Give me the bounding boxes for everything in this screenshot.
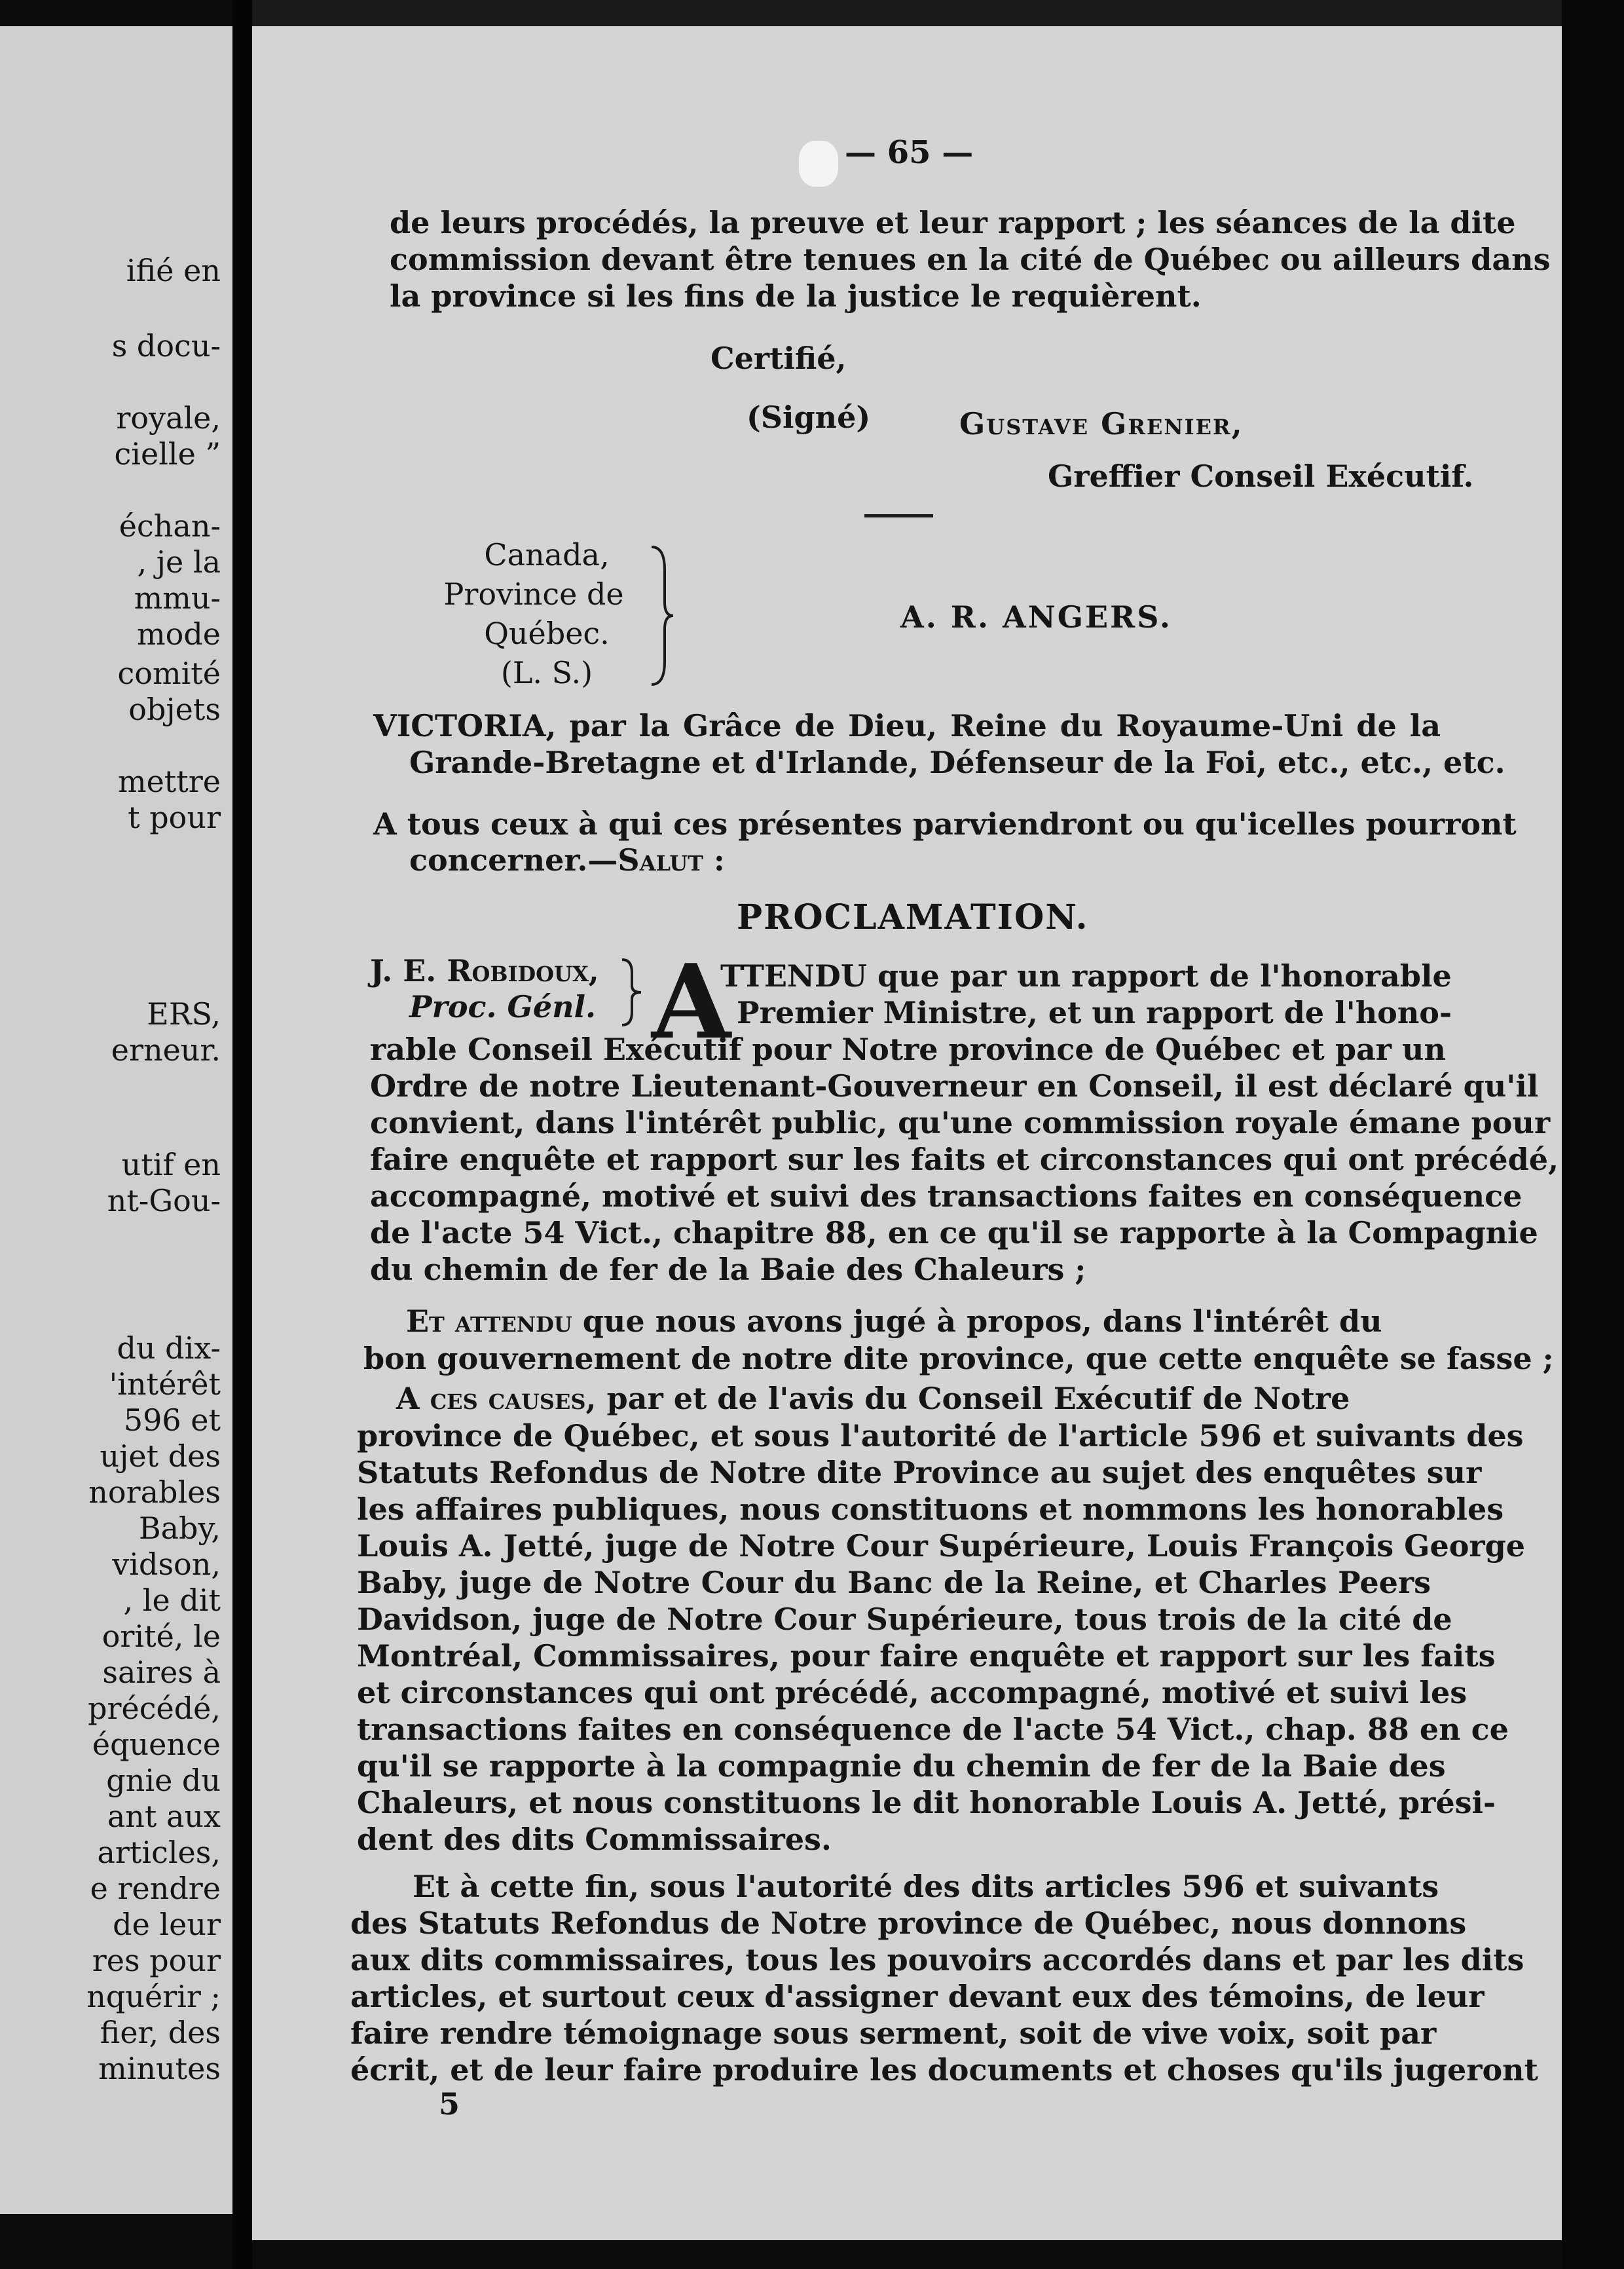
- attorney-brace: [619, 956, 645, 1028]
- left-page-fragment: articles,: [97, 1835, 221, 1870]
- right-scan-border: [1562, 0, 1624, 2269]
- body-line: de leurs procédés, la preuve et leur rapport ; les séances de la dite: [390, 205, 1516, 240]
- body-line: Et à cette fin, sous l'autorité des dits articles 596 et suivants: [413, 1869, 1439, 1904]
- left-page-fragment: ERS,: [147, 996, 221, 1032]
- body-line: écrit, et de leur faire produire les documents et choses qu'ils jugeront: [350, 2052, 1538, 2088]
- page-number: — 65 —: [845, 134, 974, 171]
- drop-cap: A: [652, 942, 731, 1062]
- seal-brace: [648, 544, 674, 688]
- body-line: Premier Ministre, et un rapport de l'hono-: [737, 995, 1452, 1030]
- left-page-fragment: vidson,: [112, 1547, 221, 1582]
- binding-gutter: [232, 0, 252, 2269]
- attorney-name: J. E. Robidoux,: [370, 953, 599, 988]
- certified-label: Certifié,: [710, 341, 847, 376]
- left-page-fragment: gnie du: [106, 1763, 221, 1798]
- signed-label: (Signé): [747, 400, 871, 435]
- body-line: Montréal, Commissaires, pour faire enquête et rapport sur les faits: [357, 1638, 1496, 1674]
- top-scan-border: [252, 0, 1562, 26]
- left-page-fragment: fier, des: [100, 2015, 221, 2050]
- body-line: la province si les fins de la justice le requièrent.: [390, 278, 1202, 314]
- separator-rule: [864, 514, 933, 517]
- signatory-name: Gustave Grenier,: [959, 406, 1244, 441]
- body-line: Statuts Refondus de Notre dite Province au sujet des enquêtes sur: [357, 1455, 1482, 1490]
- body-line: bon gouvernement de notre dite province, que cette enquête se fasse ;: [363, 1341, 1554, 1376]
- proclamation-heading: PROCLAMATION.: [737, 897, 1089, 937]
- causes-lead: A ces causes,: [396, 1381, 597, 1416]
- body-line: commission devant être tenues en la cité de Québec ou ailleurs dans: [390, 242, 1551, 277]
- body-line: des Statuts Refondus de Notre province de Québec, nous donnons: [350, 1905, 1467, 1941]
- body-line: faire enquête et rapport sur les faits et circonstances qui ont précédé,: [370, 1142, 1559, 1177]
- body-line: aux dits commissaires, tous les pouvoirs accordés dans et par les dits: [350, 1942, 1524, 1978]
- whereas-line-1: [406, 1303, 1431, 1339]
- left-page-fragment: ant aux: [107, 1799, 221, 1834]
- body-line: convient, dans l'intérêt public, qu'une commission royale émane pour: [370, 1105, 1551, 1140]
- greeting-concerner: concerner.—: [409, 842, 618, 878]
- left-page-fragment: e rendre: [90, 1871, 221, 1906]
- left-page-fragment: res pour: [92, 1943, 221, 1978]
- left-page-fragment: minutes: [98, 2051, 221, 2086]
- body-line: Davidson, juge de Notre Cour Supérieure, tous trois de la cité de: [357, 1602, 1452, 1637]
- seal-line: Québec.: [484, 616, 610, 651]
- body-line: Chaleurs, et nous constituons le dit honorable Louis A. Jetté, prési-: [357, 1785, 1496, 1820]
- seal-line: Province de: [443, 576, 624, 612]
- left-page-edge: [0, 26, 232, 2214]
- whereas-rest: que nous avons jugé à propos, dans l'intérêt du: [572, 1303, 1382, 1339]
- left-page-fragment: t pour: [128, 800, 221, 835]
- left-page-fragment: équence: [92, 1727, 221, 1762]
- body-line: du chemin de fer de la Baie des Chaleurs ;: [370, 1252, 1086, 1287]
- left-page-fragment: échan-: [119, 508, 221, 544]
- body-line: les affaires publiques, nous constituons et nommons les honorables: [357, 1491, 1504, 1527]
- left-page-fragment: 'intérêt: [109, 1366, 221, 1402]
- left-page-fragment: nquérir ;: [86, 1979, 221, 2014]
- causes-rest: par et de l'avis du Conseil Exécutif de Notre: [596, 1381, 1350, 1416]
- lieutenant-governor-name: A. R. ANGERS.: [900, 599, 1172, 635]
- signatory-title: Greffier Conseil Exécutif.: [1048, 459, 1474, 494]
- body-line: province de Québec, et sous l'autorité de l'article 596 et suivants des: [357, 1418, 1524, 1453]
- left-page-fragment: objets: [128, 692, 221, 727]
- left-page-fragment: erneur.: [111, 1032, 221, 1068]
- left-page-fragment: ujet des: [100, 1438, 221, 1474]
- left-page-fragment: royale,: [116, 400, 221, 436]
- body-line: qu'il se rapporte à la compagnie du chemin de fer de la Baie des: [357, 1748, 1446, 1784]
- greeting-salut: Salut :: [618, 842, 725, 878]
- body-line: VICTORIA, par la Grâce de Dieu, Reine du Royaume-Uni de la: [373, 708, 1441, 743]
- left-page-fragment: mettre: [117, 764, 221, 799]
- left-page-fragment: mmu-: [134, 580, 221, 616]
- greeting-line-2: [409, 842, 725, 878]
- attorney-title: Proc. Génl.: [409, 989, 597, 1024]
- seal-line: Canada,: [484, 537, 610, 572]
- left-page-fragment: utif en: [121, 1147, 221, 1182]
- body-line: Baby, juge de Notre Cour du Banc de la Reine, et Charles Peers: [357, 1565, 1431, 1600]
- body-line: de l'acte 54 Vict., chapitre 88, en ce qu'il se rapporte à la Compagnie: [370, 1215, 1538, 1250]
- scan-blot: [799, 141, 838, 187]
- left-page-fragment: du dix-: [117, 1330, 221, 1366]
- left-page-fragment: précédé,: [88, 1691, 221, 1726]
- signature-mark: 5: [439, 2086, 460, 2122]
- body-line: articles, et surtout ceux d'assigner devant eux des témoins, de leur: [350, 1979, 1485, 2014]
- body-line: rable Conseil Exécutif pour Notre province de Québec et par un: [370, 1032, 1446, 1067]
- left-page-fragment: ifié en: [126, 253, 221, 288]
- left-page-fragment: Baby,: [138, 1510, 221, 1546]
- body-line: transactions faites en conséquence de l'acte 54 Vict., chap. 88 en ce: [357, 1712, 1509, 1747]
- left-page-fragment: , je la: [137, 544, 221, 580]
- body-line: et circonstances qui ont précédé, accompagné, motivé et suivi les: [357, 1675, 1467, 1710]
- seal-line: (L. S.): [500, 655, 593, 690]
- left-page-fragment: mode: [137, 616, 221, 652]
- body-line: TTENDU que par un rapport de l'honorable: [720, 958, 1452, 994]
- main-page: [252, 26, 1562, 2240]
- left-page-fragment: comité: [117, 656, 221, 691]
- body-line: faire rendre témoignage sous serment, soit de vive voix, soit par: [350, 2016, 1437, 2051]
- body-line: dent des dits Commissaires.: [357, 1822, 832, 1857]
- causes-line-1: [396, 1381, 1350, 1416]
- left-page-fragment: s docu-: [111, 328, 221, 364]
- left-page-fragment: de leur: [113, 1907, 221, 1942]
- body-line: Ordre de notre Lieutenant-Gouverneur en Conseil, il est déclaré qu'il: [370, 1068, 1539, 1104]
- body-line: A tous ceux à qui ces présentes parviendront ou qu'icelles pourront: [373, 806, 1517, 842]
- body-line: accompagné, motivé et suivi des transactions faites en conséquence: [370, 1178, 1522, 1214]
- body-line: Louis A. Jetté, juge de Notre Cour Supérieure, Louis François George: [357, 1528, 1526, 1564]
- left-page-fragment: 596 et: [123, 1402, 221, 1438]
- body-line: Grande-Bretagne et d'Irlande, Défenseur de la Foi, etc., etc., etc.: [409, 745, 1505, 780]
- left-page-fragment: cielle ”: [114, 436, 221, 472]
- whereas-lead: Et attendu: [406, 1303, 572, 1339]
- left-page-fragment: norables: [88, 1474, 221, 1510]
- left-page-fragment: , le dit: [123, 1583, 221, 1618]
- left-page-fragment: orité, le: [101, 1619, 221, 1654]
- left-page-fragment: nt-Gou-: [107, 1183, 221, 1218]
- left-page-fragment: saires à: [102, 1655, 221, 1690]
